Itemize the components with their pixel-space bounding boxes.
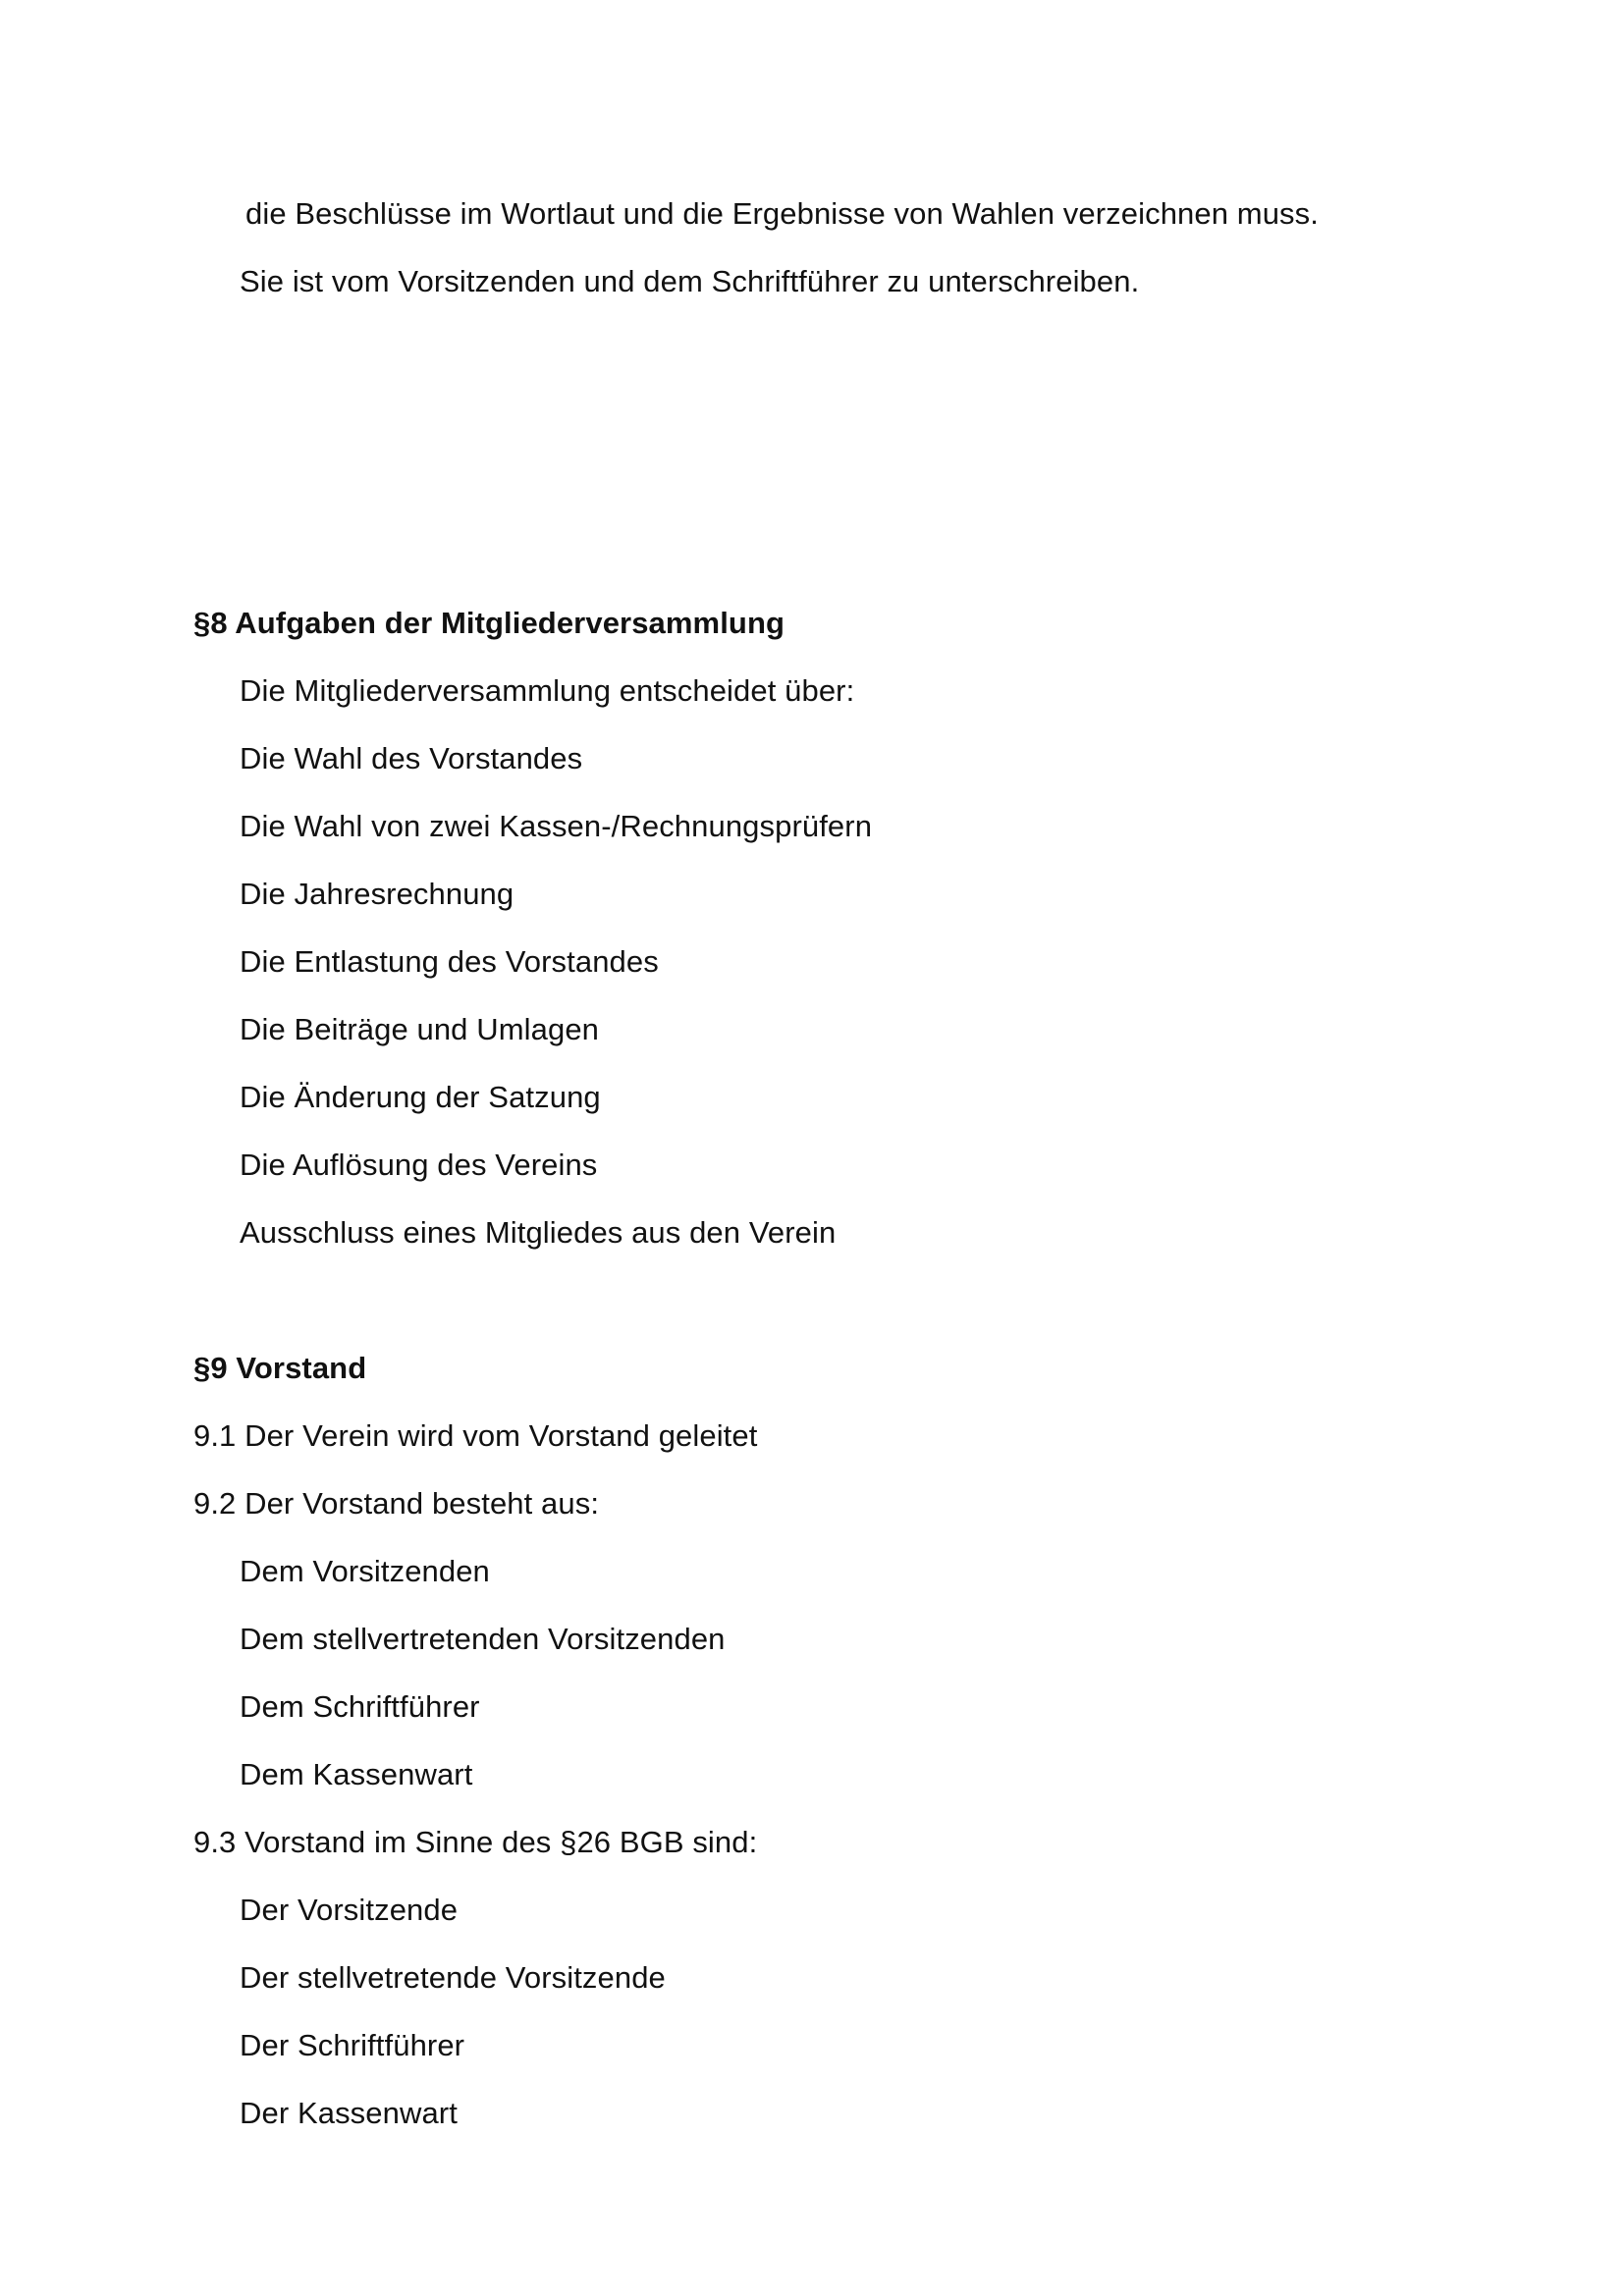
section-9-2-item: Dem Kassenwart <box>240 1757 473 1791</box>
section-8-item: Die Wahl des Vorstandes <box>240 741 583 775</box>
section-9-paragraph-3: 9.3 Vorstand im Sinne des §26 BGB sind: <box>193 1825 758 1859</box>
section-9-paragraph-2: 9.2 Der Vorstand besteht aus: <box>193 1486 600 1521</box>
section-9-2-item: Dem Schriftführer <box>240 1689 480 1724</box>
section-8-item: Die Änderung der Satzung <box>240 1080 601 1114</box>
section-9-3-item: Der Kassenwart <box>240 2096 458 2130</box>
section-9-3-item: Der Vorsitzende <box>240 1893 459 1927</box>
continuation-line-2: Sie ist vom Vorsitzenden und dem Schriftführer zu unterschreiben. <box>240 264 1140 298</box>
section-8-item: Die Jahresrechnung <box>240 877 514 911</box>
section-8-item: Ausschluss eines Mitgliedes aus den Verein <box>240 1215 837 1250</box>
section-9-3-item: Der stellvetretende Vorsitzende <box>240 1960 666 1995</box>
section-9-paragraph-1: 9.1 Der Verein wird vom Vorstand geleitet <box>193 1418 758 1453</box>
section-8-item: Die Auflösung des Vereins <box>240 1148 598 1182</box>
section-8-item: Die Beiträge und Umlagen <box>240 1012 599 1046</box>
section-8-item: Die Wahl von zwei Kassen-/Rechnungsprüfern <box>240 809 873 843</box>
section-9-2-item: Dem Vorsitzenden <box>240 1554 490 1588</box>
section-9-2-item: Dem stellvertretenden Vorsitzenden <box>240 1622 726 1656</box>
continuation-line-1: die Beschlüsse im Wortlaut und die Ergebnisse von Wahlen verzeichnen muss. <box>245 196 1319 231</box>
section-8-item: Die Entlastung des Vorstandes <box>240 944 659 979</box>
section-9-3-item: Der Schriftführer <box>240 2028 465 2062</box>
section-8-heading: §8 Aufgaben der Mitgliederversammlung <box>193 606 785 640</box>
section-9-heading: §9 Vorstand <box>193 1351 367 1385</box>
section-8-intro: Die Mitgliederversammlung entscheidet über: <box>240 673 855 708</box>
